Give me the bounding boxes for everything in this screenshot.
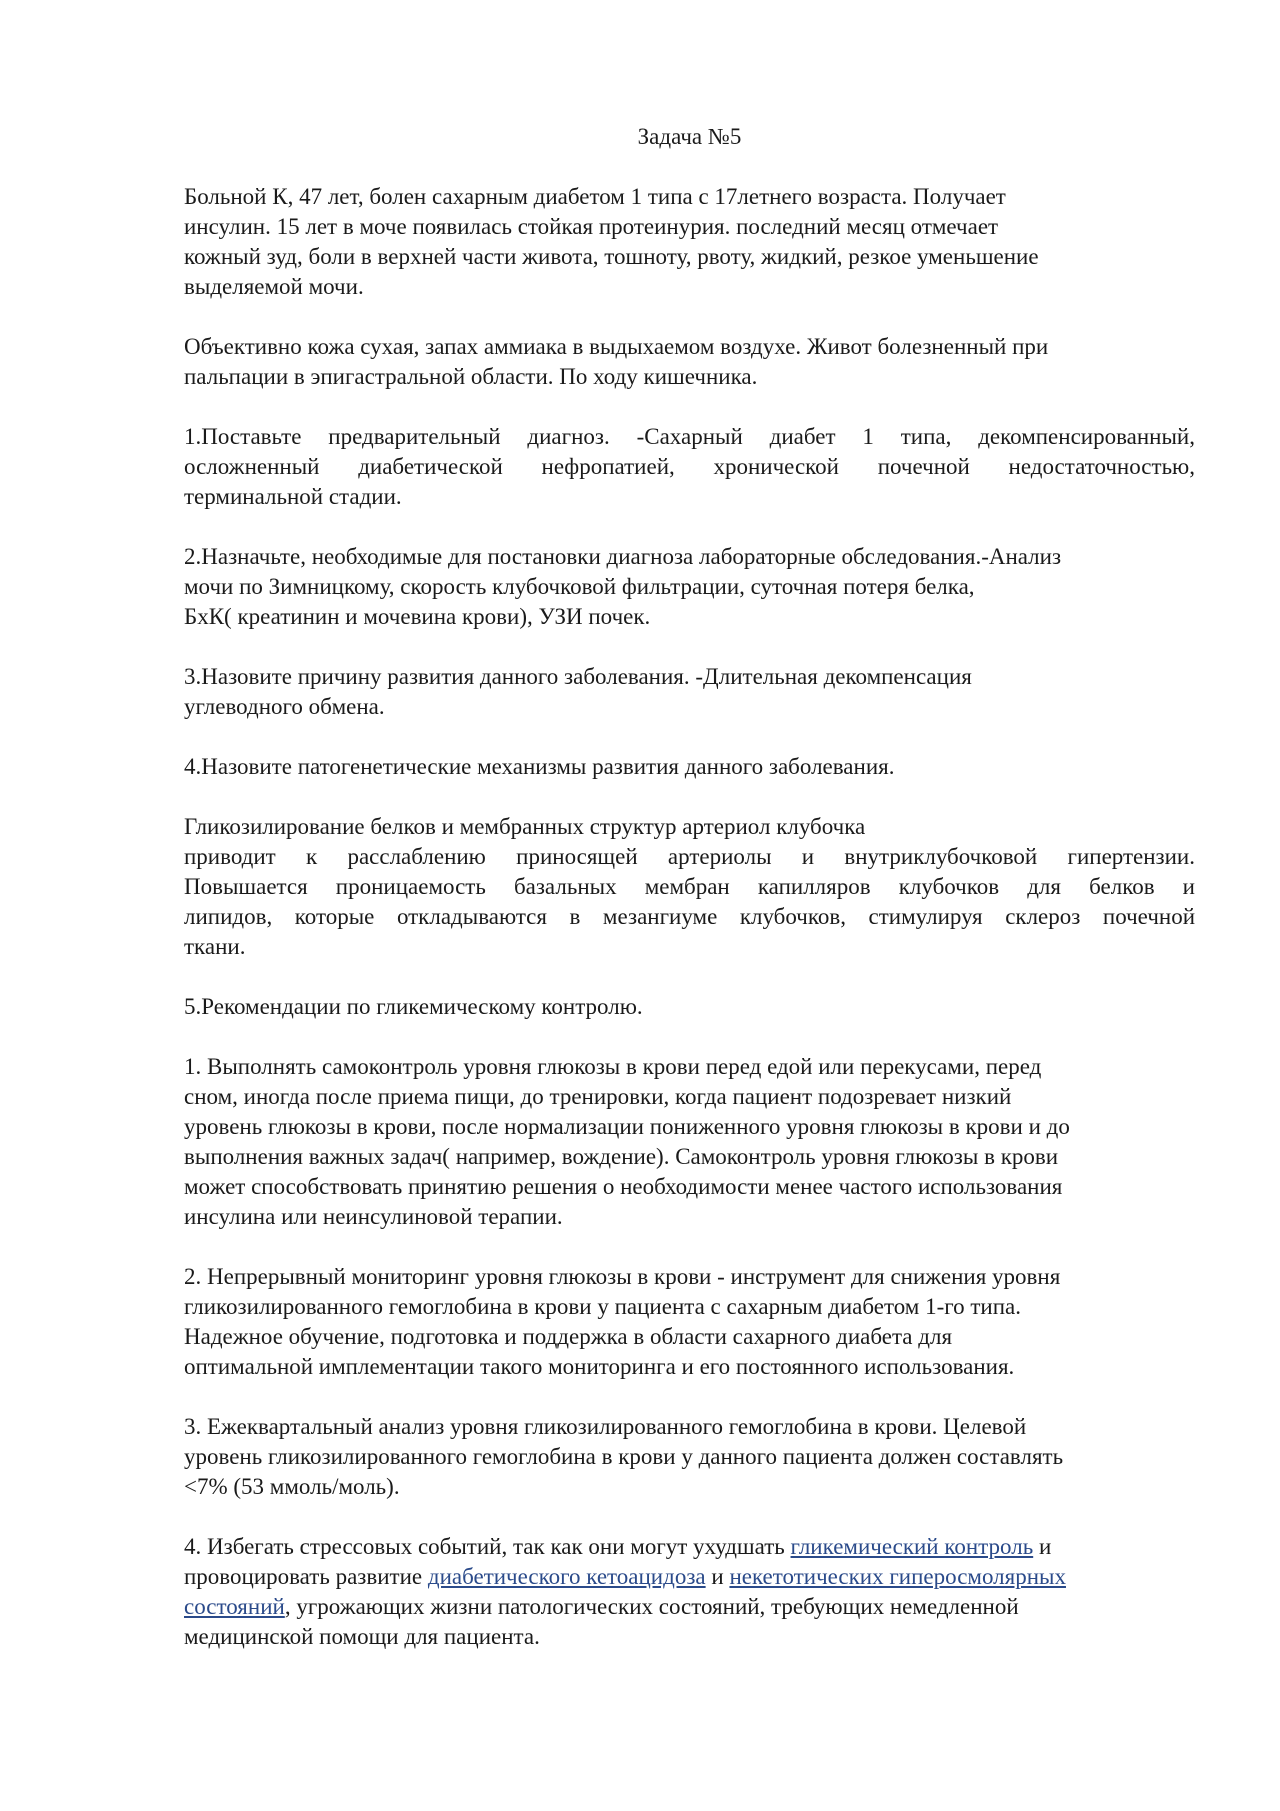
text-line: инсулина или неинсулиновой терапии. [184,1204,563,1229]
text-fragment: 4. Избегать стрессовых событий, так как они могут ухудшать [184,1534,791,1559]
text-line: терминальной стадии. [184,484,402,509]
text-line: мочи по Зимницкому, скорость клубочковой фильтрации, суточная потеря белка, [184,574,975,599]
question-2-paragraph [184,542,1195,632]
text-line: 2. Непрерывный мониторинг уровня глюкозы в крови - инструмент для снижения уровня [184,1264,1061,1289]
recommendation-4 [184,1532,1195,1652]
text-line: БхК( креатинин и мочевина крови), УЗИ почек. [184,604,651,629]
text-line: 3. Ежеквартальный анализ уровня гликозилированного гемоглобина в крови. Целевой [184,1414,1027,1439]
text-fragment: и [705,1564,730,1589]
recommendation-3 [184,1412,1195,1502]
document-body [184,122,1195,1682]
text-line: инсулин. 15 лет в моче появилась стойкая протеинурия. последний месяц отмечает [184,214,999,239]
text-line: может способствовать принятию решения о необходимости менее частого использования [184,1174,1063,1199]
text-line: Гликозилирование белков и мембранных структур артериол клубочка [184,814,866,839]
text-line: Объективно кожа сухая, запах аммиака в выдыхаемом воздухе. Живот болезненный при [184,334,1049,359]
objective-paragraph [184,332,1195,392]
text-line: Надежное обучение, подготовка и поддержка в области сахарного диабета для [184,1324,953,1349]
case-paragraph [184,182,1195,302]
text-line: сном, иногда после приема пищи, до тренировки, когда пациент подозревает низкий [184,1084,1012,1109]
text-line: Повышается проницаемость базальных мембран капилляров клубочков для белков и [184,874,1195,899]
dka-link[interactable]: диабетического кетоацидоза [427,1564,706,1589]
mechanism-paragraph [184,812,1195,962]
text-line: углеводного обмена. [184,694,385,719]
text-line: выполнения важных задач( например, вождение). Самоконтроль уровня глюкозы в крови [184,1144,1059,1169]
hhs-link-part1[interactable]: некетотических гиперосмолярных [729,1564,1066,1589]
text-line: 3.Назовите причину развития данного заболевания. -Длительная декомпенсация [184,664,972,689]
text-line: уровень глюкозы в крови, после нормализации пониженного уровня глюкозы в крови и до [184,1114,1070,1139]
question-3-paragraph [184,662,1195,722]
text-line: 1. Выполнять самоконтроль уровня глюкозы в крови перед едой или перекусами, перед [184,1054,1042,1079]
text-line [184,1562,1195,1592]
hhs-link-part2[interactable]: состояний [184,1594,285,1619]
text-line [184,1532,1195,1562]
text-line: осложненный диабетической нефропатией, хронической почечной недостаточностью, [184,454,1195,479]
question-4-heading: 4.Назовите патогенетические механизмы развития данного заболевания. [184,754,895,779]
text-line: уровень гликозилированного гемоглобина в крови у данного пациента должен составлять [184,1444,1064,1469]
recommendation-1 [184,1052,1195,1232]
text-line: кожный зуд, боли в верхней части живота, тошноту, рвоту, жидкий, резкое уменьшение [184,244,1039,269]
question-5-heading: 5.Рекомендации по гликемическому контролю. [184,994,643,1019]
text-line: 1.Поставьте предварительный диагноз. -Сахарный диабет 1 типа, декомпенсированный, [184,424,1195,449]
recommendation-2 [184,1262,1195,1382]
text-fragment: и [1033,1534,1052,1559]
text-line: выделяемой мочи. [184,274,364,299]
text-fragment: провоцировать развитие [184,1564,428,1589]
text-line: ткани. [184,934,246,959]
glycemic-control-link[interactable]: гликемический контроль [790,1534,1034,1559]
text-line [184,1592,1195,1622]
text-line: 2.Назначьте, необходимые для постановки диагноза лабораторные обследования.-Анализ [184,544,1062,569]
question-1-paragraph [184,422,1195,512]
text-line: приводит к расслаблению приносящей артериолы и внутриклубочковой гипертензии. [184,844,1195,869]
text-fragment: , угрожающих жизни патологических состояний, требующих немедленной [284,1594,1019,1619]
text-line: Больной К, 47 лет, болен сахарным диабетом 1 типа с 17летнего возраста. Получает [184,184,1006,209]
text-line: гликозилированного гемоглобина в крови у пациента с сахарным диабетом 1-го типа. [184,1294,1022,1319]
text-line: пальпации в эпигастральной области. По ходу кишечника. [184,364,758,389]
text-line: липидов, которые откладываются в мезангиуме клубочков, стимулируя склероз почечной [184,904,1195,929]
page-title: Задача №5 [637,124,742,149]
text-line: оптимальной имплементации такого мониторинга и его постоянного использования. [184,1354,1015,1379]
text-line: медицинской помощи для пациента. [184,1624,540,1649]
text-line: <7% (53 ммоль/моль). [184,1474,400,1499]
